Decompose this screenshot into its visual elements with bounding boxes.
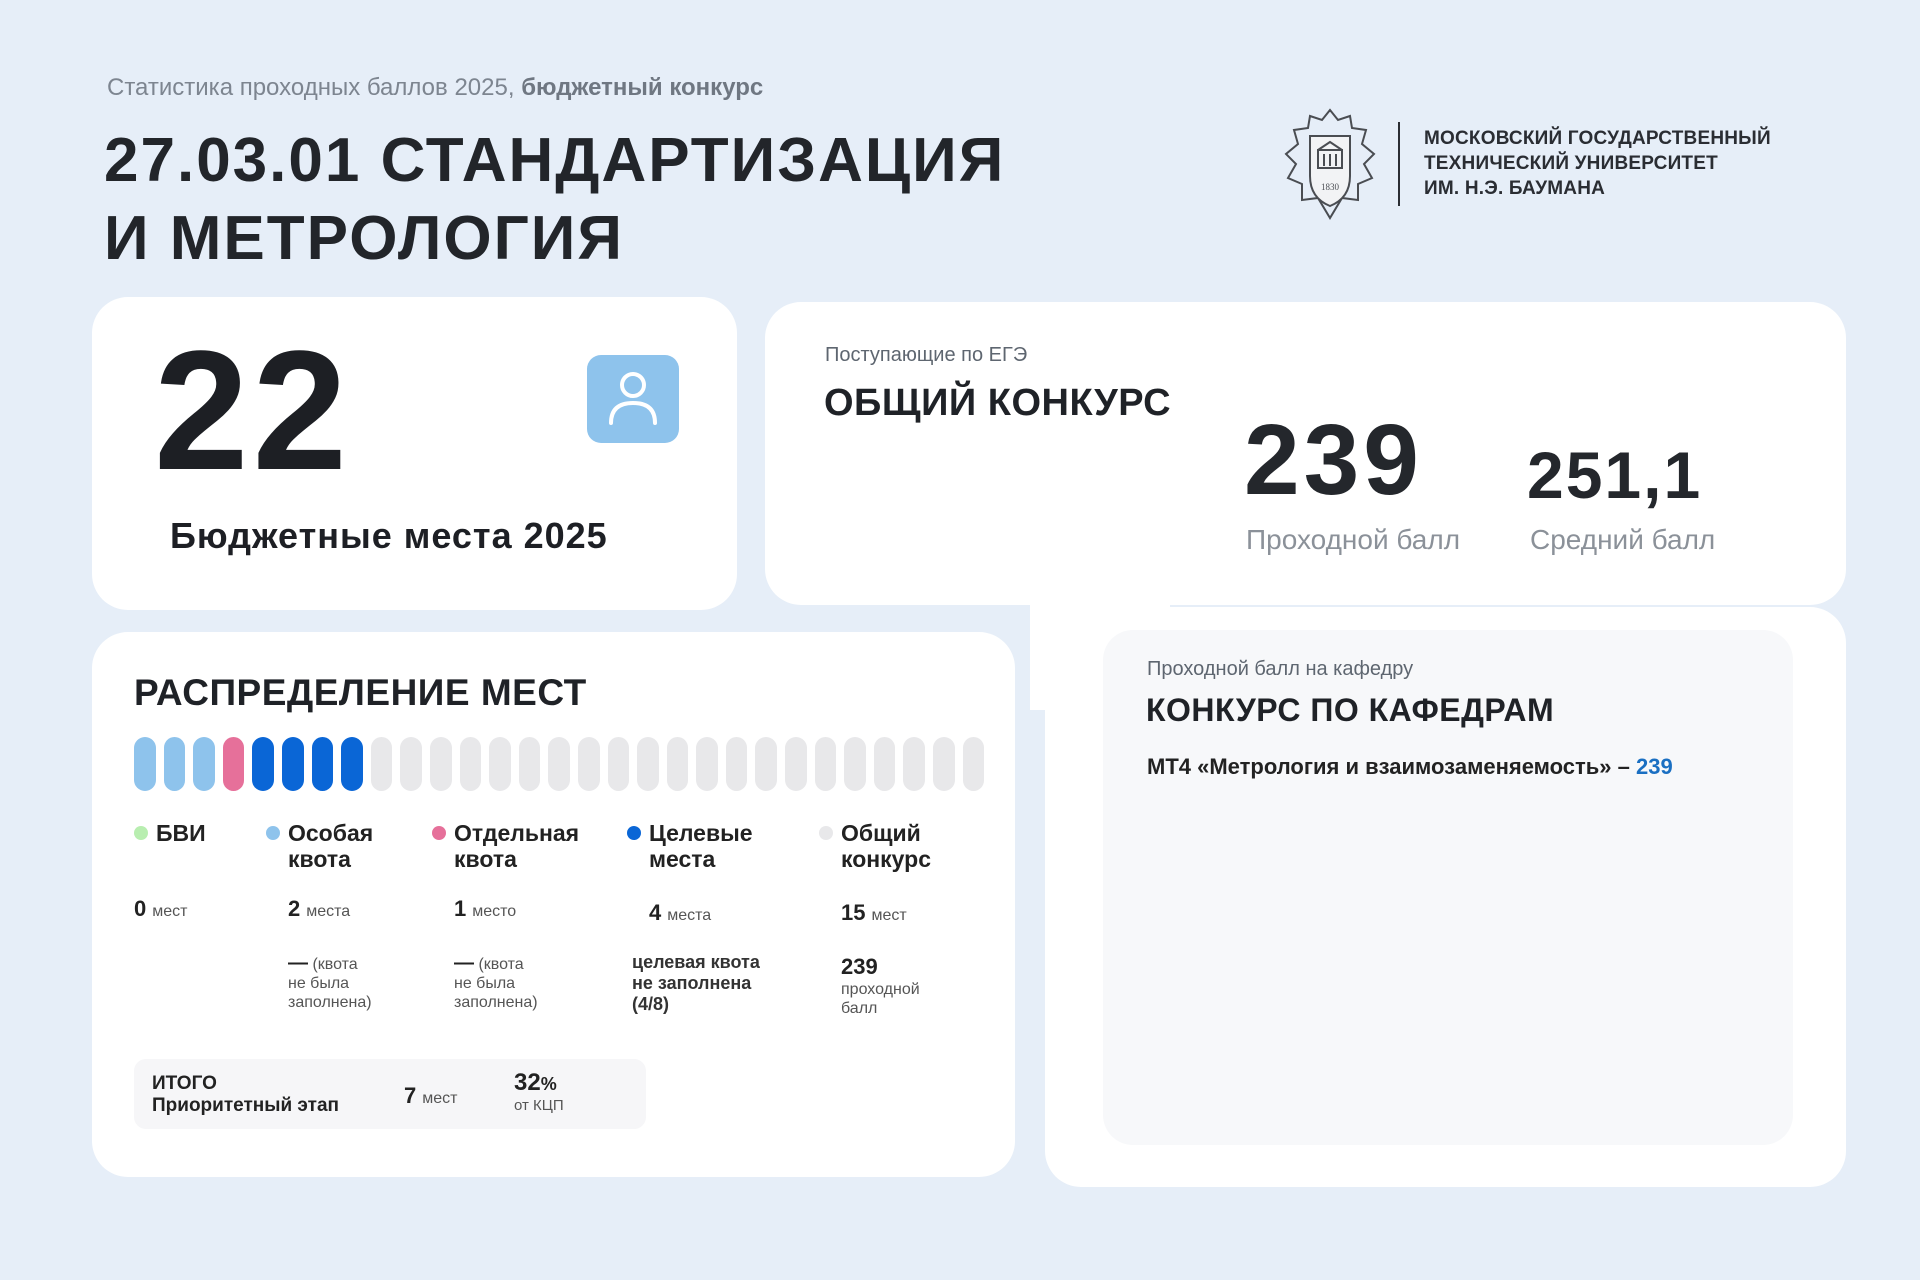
departments-list xyxy=(1147,754,1673,780)
note-target: целевая квота не заполнена (4/8) xyxy=(632,952,760,1014)
passing-score-value: 239 xyxy=(1244,404,1423,516)
seat-pill-general xyxy=(755,737,777,791)
page-subtitle: Статистика проходных баллов 2025, бюджетный конкурс xyxy=(107,74,764,101)
seat-pill-special xyxy=(134,737,156,791)
seat-pill-general xyxy=(933,737,955,791)
seat-pill-general xyxy=(548,737,570,791)
count-target: 4 места xyxy=(649,900,712,925)
distribution-title: РАСПРЕДЕЛЕНИЕ МЕСТ xyxy=(134,672,587,713)
seat-pill-target xyxy=(341,737,363,791)
seat-pill-general xyxy=(667,737,689,791)
total-box xyxy=(134,1059,646,1129)
passing-score-label: Проходной балл xyxy=(1246,524,1461,555)
legend-special: Особая квота xyxy=(266,820,373,872)
seat-pill-general xyxy=(963,737,985,791)
logo-divider xyxy=(1398,122,1400,206)
seat-pills-bar xyxy=(134,737,984,791)
budget-seats-value: 22 xyxy=(154,316,352,506)
budget-seats-label: Бюджетные места 2025 xyxy=(170,515,608,556)
user-icon xyxy=(587,355,679,443)
seat-pill-general xyxy=(815,737,837,791)
count-general: 15 мест xyxy=(841,900,907,925)
total-label: ИТОГО Приоритетный этап xyxy=(152,1073,340,1116)
departments-title: КОНКУРС ПО КАФЕДРАМ xyxy=(1146,692,1555,728)
departments-panel xyxy=(1103,630,1793,1145)
count-special: 2 места xyxy=(288,896,351,921)
university-name: МОСКОВСКИЙ ГОСУДАРСТВЕННЫЙ ТЕХНИЧЕСКИЙ УНИВЕРСИТЕТ ИМ. Н.Э. БАУМАНА xyxy=(1424,128,1771,199)
seat-pill-target xyxy=(312,737,334,791)
seat-pill-target xyxy=(282,737,304,791)
seat-pill-general xyxy=(726,737,748,791)
legend-dot-bvi xyxy=(134,826,148,840)
seat-pill-general xyxy=(608,737,630,791)
seat-pill-general xyxy=(519,737,541,791)
seat-pill-general xyxy=(637,737,659,791)
legend-dot-special xyxy=(266,826,280,840)
note-general: 239 проходной балл xyxy=(841,954,920,1017)
seat-pill-special xyxy=(193,737,215,791)
legend-dot-general xyxy=(819,826,833,840)
distribution-card xyxy=(92,632,1015,1177)
note-separate: — (квота не была заполнена) xyxy=(454,952,538,1011)
general-title: ОБЩИЙ КОНКУРС xyxy=(824,382,1172,424)
legend-target: Целевые места xyxy=(627,820,753,872)
seat-pill-separate xyxy=(223,737,245,791)
departments-caption: Проходной балл на кафедру xyxy=(1147,658,1414,680)
budget-seats-card xyxy=(92,297,737,610)
general-competition-card xyxy=(765,302,1846,605)
seat-pill-general xyxy=(578,737,600,791)
seat-pill-general xyxy=(903,737,925,791)
seat-pill-general xyxy=(489,737,511,791)
average-score-label: Средний балл xyxy=(1530,524,1716,555)
count-bvi: 0 мест xyxy=(134,896,188,921)
note-special: — (квота не была заполнена) xyxy=(288,952,372,1011)
total-count: 7 мест xyxy=(404,1083,458,1108)
count-separate: 1 место xyxy=(454,896,517,921)
department-item: МТ4 «Метрология и взаимозаменяемость» – 239 xyxy=(1147,754,1673,779)
seat-pill-special xyxy=(164,737,186,791)
department-score: 239 xyxy=(1636,754,1673,779)
legend-dot-separate xyxy=(432,826,446,840)
legend-general: Общий конкурс xyxy=(819,820,931,872)
total-percent: 32% от КЦП xyxy=(514,1069,564,1114)
seat-pill-general xyxy=(844,737,866,791)
seat-pill-target xyxy=(252,737,274,791)
logo-year: 1830 xyxy=(1321,182,1339,192)
legend-dot-target xyxy=(627,826,641,840)
general-caption: Поступающие по ЕГЭ xyxy=(825,344,1028,366)
seat-pill-general xyxy=(400,737,422,791)
seat-pill-general xyxy=(460,737,482,791)
seat-pill-general xyxy=(874,737,896,791)
seat-pill-general xyxy=(371,737,393,791)
average-score-value: 251,1 xyxy=(1527,438,1703,512)
page-title: 27.03.01 СТАНДАРТИЗАЦИЯ И МЕТРОЛОГИЯ xyxy=(104,126,1006,273)
legend-bvi: БВИ xyxy=(134,820,206,846)
legend-separate: Отдельная квота xyxy=(432,820,579,872)
seat-pill-general xyxy=(430,737,452,791)
seat-pill-general xyxy=(785,737,807,791)
seat-pill-general xyxy=(696,737,718,791)
university-emblem-icon xyxy=(1280,106,1380,224)
